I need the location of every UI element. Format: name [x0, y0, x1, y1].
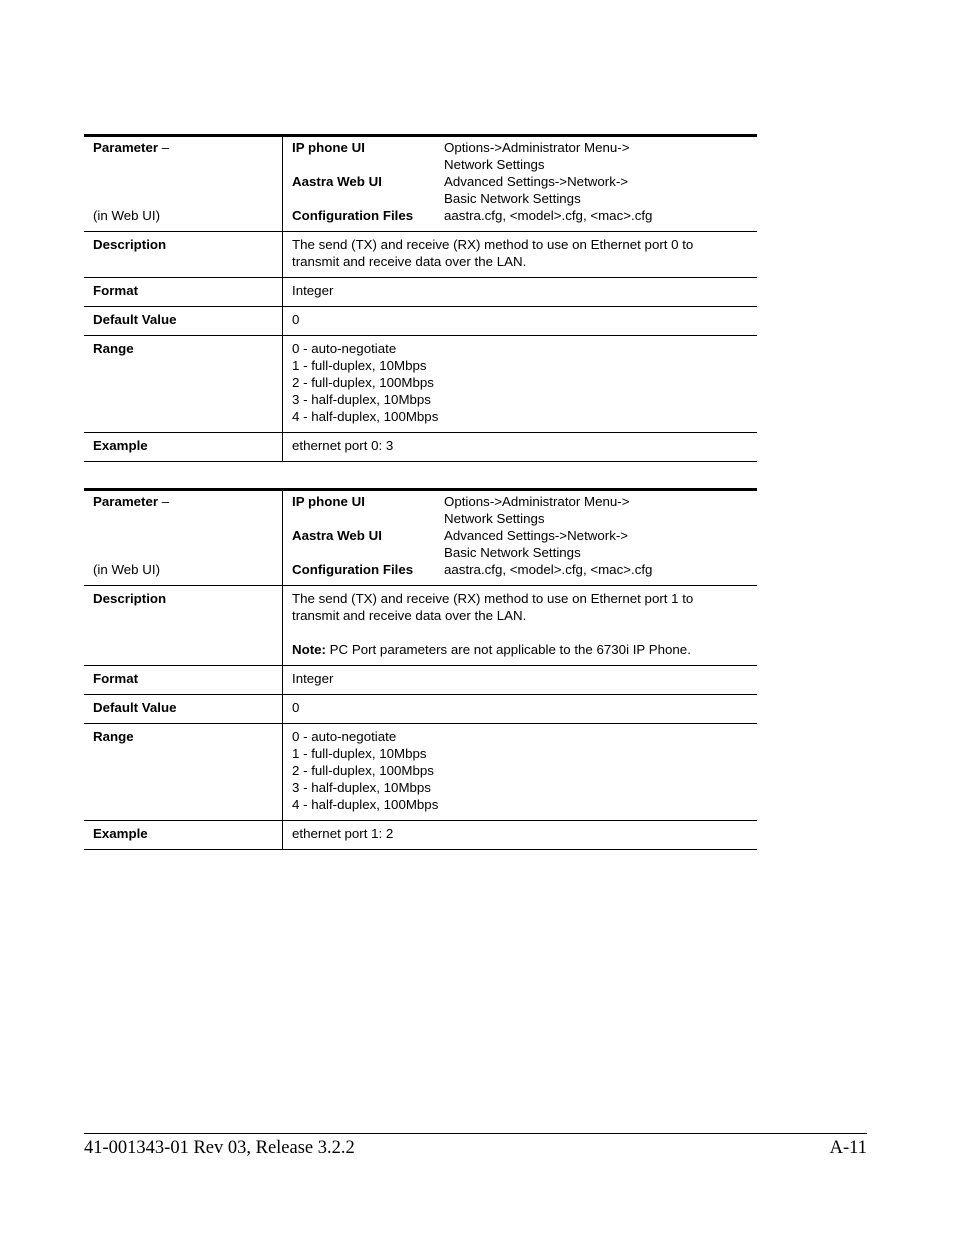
location-line: Advanced Settings->Network->: [444, 528, 629, 543]
location-configuration-files: [292, 561, 748, 578]
example-row: [84, 821, 757, 850]
locations-list: [292, 493, 748, 578]
location-line: Basic Network Settings: [444, 191, 581, 206]
description-label: Description: [84, 586, 283, 666]
location-ip-phone-ui: [292, 139, 748, 173]
description-value: [283, 232, 758, 278]
range-line: 1 - full-duplex, 10Mbps: [292, 746, 427, 761]
format-value: Integer: [283, 278, 758, 307]
location-value: [444, 527, 748, 561]
location-line: Network Settings: [444, 511, 545, 526]
range-row: [84, 724, 757, 821]
location-line: Options->Administrator Menu->: [444, 140, 630, 155]
location-key: Configuration Files: [292, 208, 414, 223]
description-line: transmit and receive data over the LAN.: [292, 608, 527, 623]
range-label: Range: [84, 724, 283, 821]
description-row: [84, 586, 757, 666]
range-line: 3 - half-duplex, 10Mbps: [292, 780, 431, 795]
default-value-row: [84, 307, 757, 336]
footer-divider: [84, 1133, 867, 1134]
description-label: Description: [84, 232, 283, 278]
parameter-sub-label: (in Web UI): [93, 562, 160, 577]
description-line: The send (TX) and receive (RX) method to use on Ethernet port 1 to: [292, 591, 694, 606]
range-row: [84, 336, 757, 433]
example-label: Example: [84, 821, 283, 850]
format-label: Format: [84, 666, 283, 695]
location-value: [444, 139, 748, 173]
description-value: [283, 586, 758, 666]
range-label: Range: [84, 336, 283, 433]
location-line: Options->Administrator Menu->: [444, 494, 630, 509]
example-value: ethernet port 0: 3: [283, 433, 758, 462]
range-line: 0 - auto-negotiate: [292, 341, 397, 356]
example-label: Example: [84, 433, 283, 462]
default-value-row: [84, 695, 757, 724]
location-value: [444, 173, 748, 207]
range-line: 4 - half-duplex, 100Mbps: [292, 409, 439, 424]
parameter-dash: –: [158, 494, 170, 509]
locations-list: [292, 139, 748, 224]
location-key: Configuration Files: [292, 562, 414, 577]
parameter-label: Parameter: [93, 494, 159, 509]
parameter-locations-cell: [283, 136, 758, 232]
format-label: Format: [84, 278, 283, 307]
parameter-label-cell: [84, 490, 283, 586]
location-line: Network Settings: [444, 157, 545, 172]
description-row: [84, 232, 757, 278]
range-values: [283, 336, 758, 433]
location-key: IP phone UI: [292, 140, 365, 155]
range-values: [283, 724, 758, 821]
range-line: 2 - full-duplex, 100Mbps: [292, 763, 434, 778]
parameter-locations-cell: [283, 490, 758, 586]
footer-page-number: A-11: [829, 1138, 867, 1158]
default-value-label: Default Value: [84, 307, 283, 336]
location-line: Advanced Settings->Network->: [444, 174, 629, 189]
parameter-row: [84, 136, 757, 232]
range-line: 4 - half-duplex, 100Mbps: [292, 797, 439, 812]
location-value: [444, 493, 748, 527]
parameter-label-cell: [84, 136, 283, 232]
format-value: Integer: [283, 666, 758, 695]
default-value: 0: [283, 695, 758, 724]
description-line: transmit and receive data over the LAN.: [292, 254, 527, 269]
range-line: 1 - full-duplex, 10Mbps: [292, 358, 427, 373]
location-ip-phone-ui: [292, 493, 748, 527]
range-line: 3 - half-duplex, 10Mbps: [292, 392, 431, 407]
location-value: [444, 561, 748, 578]
location-line: aastra.cfg, <model>.cfg, <mac>.cfg: [444, 208, 653, 223]
footer-document-id: 41-001343-01 Rev 03, Release 3.2.2: [84, 1138, 355, 1158]
format-row: [84, 278, 757, 307]
parameter-table-port-1: [84, 488, 757, 850]
default-value: 0: [283, 307, 758, 336]
range-line: 0 - auto-negotiate: [292, 729, 397, 744]
parameter-table-port-0: [84, 134, 757, 462]
default-value-label: Default Value: [84, 695, 283, 724]
note-text: PC Port parameters are not applicable to the 6730i IP Phone.: [325, 642, 691, 657]
location-key: IP phone UI: [292, 494, 365, 509]
location-configuration-files: [292, 207, 748, 224]
location-value: [444, 207, 748, 224]
location-line: aastra.cfg, <model>.cfg, <mac>.cfg: [444, 562, 653, 577]
location-key: Aastra Web UI: [292, 174, 382, 189]
note-label: Note:: [292, 642, 326, 657]
location-aastra-web-ui: [292, 173, 748, 207]
description-line: The send (TX) and receive (RX) method to use on Ethernet port 0 to: [292, 237, 694, 252]
location-line: Basic Network Settings: [444, 545, 581, 560]
note: [292, 641, 748, 658]
parameter-sub-label: (in Web UI): [93, 208, 160, 223]
parameter-label: Parameter: [93, 140, 159, 155]
format-row: [84, 666, 757, 695]
location-key: Aastra Web UI: [292, 528, 382, 543]
parameter-dash: –: [158, 140, 170, 155]
location-aastra-web-ui: [292, 527, 748, 561]
parameter-row: [84, 490, 757, 586]
example-value: ethernet port 1: 2: [283, 821, 758, 850]
example-row: [84, 433, 757, 462]
range-line: 2 - full-duplex, 100Mbps: [292, 375, 434, 390]
